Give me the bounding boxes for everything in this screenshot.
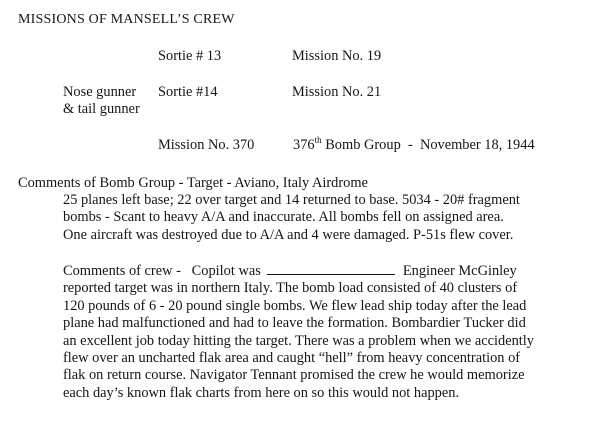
mission-370: Mission No. 370 xyxy=(158,137,255,153)
crew-comment-line: flak on return course. Navigator Tennant promised the crew he would memorize xyxy=(63,367,525,384)
crew-comment-line: flew over an uncharted flak area and caught “hell” from heavy concentration of xyxy=(63,350,521,367)
crew-comments-label: Comments of crew - Copilot was xyxy=(63,263,261,279)
crew-comment-line: 120 pounds of 6 - 20 pound single bombs. We flew lead ship today after the lead xyxy=(63,297,527,314)
mission-19: Mission No. 19 xyxy=(292,48,382,64)
role-nose-gunner: Nose gunner xyxy=(63,84,137,100)
bomb-group-date xyxy=(293,137,535,154)
group-number: 376 xyxy=(293,137,315,153)
crew-comments-first-line xyxy=(63,262,534,280)
bomb-group-comments-heading: Comments of Bomb Group - Target - Aviano, Italy Airdrome xyxy=(18,175,368,191)
crew-comments-engineer: Engineer McGinley xyxy=(402,263,517,279)
mission-21: Mission No. 21 xyxy=(292,84,382,100)
bomb-group-comments-body xyxy=(63,192,520,244)
group-suffix: th xyxy=(314,135,322,146)
crew-comments xyxy=(63,262,534,402)
role-tail-gunner: & tail gunner xyxy=(63,101,140,117)
bomb-group-line: bombs - Scant to heavy A/A and inaccurate. All bombs fell on assigned area. xyxy=(63,209,504,226)
copilot-blank xyxy=(267,262,395,275)
crew-comment-line: plane had malfunctioned and had to leave the formation. Bombardier Tucker did xyxy=(63,315,526,332)
sortie-13: Sortie # 13 xyxy=(158,48,222,64)
group-rest: Bomb Group - November 18, 1944 xyxy=(321,137,535,153)
bomb-group-line: One aircraft was destroyed due to A/A and 4 were damaged. P-51s flew cover. xyxy=(63,226,514,243)
crew-comment-line: each day’s known flak charts from here on so this would not happen. xyxy=(63,384,460,401)
crew-comment-line: reported target was in northern Italy. The bomb load consisted of 40 clusters of xyxy=(63,280,518,297)
page-heading: MISSIONS OF MANSELL’S CREW xyxy=(18,12,235,27)
bomb-group-line: 25 planes left base; 22 over target and 14 returned to base. 5034 - 20# fragment xyxy=(63,192,520,208)
crew-comment-line: an excellent job today hitting the target. There was a problem when we accidently xyxy=(63,332,534,349)
sortie-14: Sortie #14 xyxy=(158,84,218,100)
